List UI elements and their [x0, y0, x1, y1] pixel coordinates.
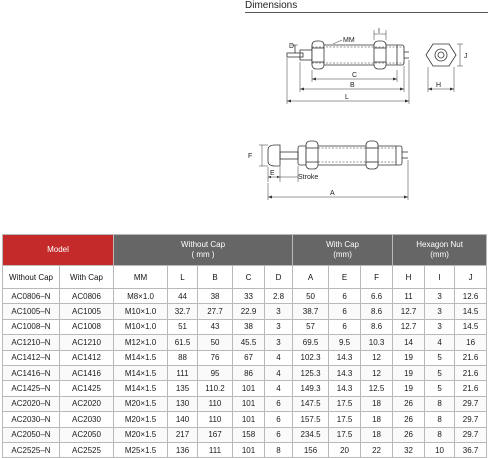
- table-cell: 38.7: [293, 304, 329, 319]
- table-row: [3, 365, 487, 380]
- table-cell: 6: [329, 289, 361, 304]
- table-cell: 18: [361, 396, 393, 411]
- label-e: E: [270, 170, 275, 177]
- table-cell: 234.5: [293, 427, 329, 442]
- table-cell: M10×1.0: [114, 304, 168, 319]
- table-cell: 125.3: [293, 365, 329, 380]
- without-cap-group-header: Without Cap ( mm ): [114, 235, 293, 266]
- table-cell: AC1005–N: [3, 304, 60, 319]
- column-header: H: [393, 266, 425, 289]
- cap: [268, 145, 280, 166]
- hexagon-nut-group-header: Hexagon Nut (mm): [393, 235, 487, 266]
- table-cell: 5: [425, 350, 455, 365]
- label-j: J: [464, 53, 468, 60]
- table-cell: 29.7: [455, 412, 487, 427]
- table-cell: 12.5: [361, 381, 393, 396]
- table-cell: 11: [393, 289, 425, 304]
- table-cell: 67: [233, 350, 265, 365]
- table-cell: 50: [198, 335, 233, 350]
- table-cell: M8×1.0: [114, 289, 168, 304]
- table-cell: M20×1.5: [114, 427, 168, 442]
- column-header: F: [361, 266, 393, 289]
- table-cell: M20×1.5: [114, 412, 168, 427]
- table-cell: 4: [265, 381, 293, 396]
- table-cell: AC1210: [60, 335, 114, 350]
- table-cell: 8.6: [361, 304, 393, 319]
- table-cell: AC1005: [60, 304, 114, 319]
- table-row: [3, 350, 487, 365]
- table-row: [3, 335, 487, 350]
- table-cell: 44: [168, 289, 198, 304]
- table-cell: 3: [425, 289, 455, 304]
- table-row: [3, 396, 487, 411]
- table-cell: 6: [265, 427, 293, 442]
- table-cell: M12×1.0: [114, 335, 168, 350]
- table-cell: 140: [168, 412, 198, 427]
- table-cell: 101: [233, 396, 265, 411]
- table-cell: AC2020–N: [3, 396, 60, 411]
- rod-collar: [300, 50, 312, 60]
- table-cell: 17.5: [329, 412, 361, 427]
- table-cell: 21.6: [455, 381, 487, 396]
- table-cell: 156: [293, 442, 329, 457]
- table-cell: 157.5: [293, 412, 329, 427]
- table-cell: 45.5: [233, 335, 265, 350]
- absorber-body: [312, 45, 404, 65]
- table-row: [3, 381, 487, 396]
- table-cell: 8: [425, 396, 455, 411]
- table-cell: M10×1.0: [114, 319, 168, 334]
- table-cell: 6: [265, 412, 293, 427]
- table-cell: 95: [198, 365, 233, 380]
- table-cell: 8: [425, 427, 455, 442]
- table-cell: 29.7: [455, 396, 487, 411]
- table-cell: 130: [168, 396, 198, 411]
- table-cell: 16: [455, 335, 487, 350]
- table-cell: 158: [233, 427, 265, 442]
- table-cell: 26: [393, 396, 425, 411]
- table-cell: 19: [393, 381, 425, 396]
- table-cell: AC1008–N: [3, 319, 60, 334]
- table-cell: M20×1.5: [114, 396, 168, 411]
- table-cell: 102.3: [293, 350, 329, 365]
- table-row: [3, 319, 487, 334]
- column-header: J: [455, 266, 487, 289]
- table-cell: 21.6: [455, 365, 487, 380]
- table-cell: 36.7: [455, 442, 487, 457]
- table-cell: 14.3: [329, 350, 361, 365]
- column-header: MM: [114, 266, 168, 289]
- table-cell: 57: [293, 319, 329, 334]
- table-cell: 18: [361, 412, 393, 427]
- table-cell: 21.6: [455, 350, 487, 365]
- table-cell: AC1425–N: [3, 381, 60, 396]
- table-cell: 4: [425, 335, 455, 350]
- column-header: Without Cap: [3, 266, 60, 289]
- table-cell: 14: [393, 335, 425, 350]
- table-cell: 50: [293, 289, 329, 304]
- table-cell: AC2525: [60, 442, 114, 457]
- specification-rows: [3, 289, 487, 458]
- table-cell: 101: [233, 412, 265, 427]
- table-cell: M25×1.5: [114, 442, 168, 457]
- table-cell: AC1008: [60, 319, 114, 334]
- table-cell: 86: [233, 365, 265, 380]
- dimensions-title: Dimensions: [245, 0, 298, 11]
- table-cell: AC1416–N: [3, 365, 60, 380]
- with-cap-group-header: With Cap (mm): [293, 235, 393, 266]
- table-cell: 12: [361, 350, 393, 365]
- table-cell: 17.5: [329, 427, 361, 442]
- table-cell: AC1412–N: [3, 350, 60, 365]
- table-cell: 2.8: [265, 289, 293, 304]
- table-cell: 14.3: [329, 365, 361, 380]
- table-cell: 61.5: [168, 335, 198, 350]
- label-a: A: [330, 190, 335, 197]
- table-row: [3, 304, 487, 319]
- table-cell: M14×1.5: [114, 381, 168, 396]
- table-cell: 3: [265, 319, 293, 334]
- table-cell: 43: [198, 319, 233, 334]
- table-cell: 38: [233, 319, 265, 334]
- column-header: E: [329, 266, 361, 289]
- capped-rod: [280, 152, 298, 159]
- table-cell: 3: [425, 319, 455, 334]
- hex-nut-right: [374, 41, 386, 69]
- table-cell: 88: [168, 350, 198, 365]
- table-cell: 135: [168, 381, 198, 396]
- table-cell: 3: [425, 304, 455, 319]
- table-cell: AC1412: [60, 350, 114, 365]
- label-mm: MM: [343, 37, 355, 44]
- table-cell: 27.7: [198, 304, 233, 319]
- table-cell: 6: [329, 319, 361, 334]
- label-l: L: [345, 94, 349, 101]
- column-header: C: [233, 266, 265, 289]
- table-cell: 111: [168, 365, 198, 380]
- table-cell: 110: [198, 412, 233, 427]
- table-cell: AC1416: [60, 365, 114, 380]
- table-cell: 51: [168, 319, 198, 334]
- column-header: B: [198, 266, 233, 289]
- table-cell: AC0806: [60, 289, 114, 304]
- table-cell: 14.5: [455, 304, 487, 319]
- label-d: D: [289, 43, 295, 50]
- table-cell: 26: [393, 412, 425, 427]
- label-stroke: Stroke: [298, 174, 319, 181]
- table-cell: 110.2: [198, 381, 233, 396]
- specification-table: [2, 234, 487, 458]
- table-cell: AC1425: [60, 381, 114, 396]
- table-cell: AC2030: [60, 412, 114, 427]
- table-cell: 6: [329, 304, 361, 319]
- label-c: C: [352, 72, 358, 79]
- table-row: [3, 442, 487, 457]
- table-cell: 33: [233, 289, 265, 304]
- table-cell: 167: [198, 427, 233, 442]
- table-cell: 101: [233, 442, 265, 457]
- table-cell: 19: [393, 350, 425, 365]
- table-cell: AC0806–N: [3, 289, 60, 304]
- label-i: I: [378, 28, 380, 35]
- label-h: H: [436, 82, 442, 89]
- table-cell: AC2020: [60, 396, 114, 411]
- table-cell: 110: [198, 396, 233, 411]
- table-cell: AC2525–N: [3, 442, 60, 457]
- table-cell: 26: [393, 427, 425, 442]
- table-cell: 8.6: [361, 319, 393, 334]
- model-header: Model: [3, 235, 114, 266]
- table-row: [3, 289, 487, 304]
- table-cell: 14.3: [329, 381, 361, 396]
- table-cell: 8: [265, 442, 293, 457]
- table-cell: AC2050: [60, 427, 114, 442]
- table-cell: 9.5: [329, 335, 361, 350]
- table-cell: 22.9: [233, 304, 265, 319]
- column-header: L: [168, 266, 198, 289]
- table-cell: 12.7: [393, 304, 425, 319]
- column-header: With Cap: [60, 266, 114, 289]
- table-cell: 5: [425, 381, 455, 396]
- table-row: [3, 412, 487, 427]
- table-cell: 20: [329, 442, 361, 457]
- table-row: [3, 427, 487, 442]
- table-cell: 32.7: [168, 304, 198, 319]
- column-header: A: [293, 266, 329, 289]
- table-cell: 111: [198, 442, 233, 457]
- table-cell: M14×1.5: [114, 350, 168, 365]
- hex-nut-end-view: [426, 44, 456, 66]
- table-cell: 18: [361, 427, 393, 442]
- table-cell: 4: [265, 350, 293, 365]
- table-cell: 69.5: [293, 335, 329, 350]
- table-cell: 14.5: [455, 319, 487, 334]
- table-cell: 19: [393, 365, 425, 380]
- table-cell: M14×1.5: [114, 365, 168, 380]
- table-cell: 3: [265, 304, 293, 319]
- table-cell: 76: [198, 350, 233, 365]
- table-cell: 10.3: [361, 335, 393, 350]
- table-cell: 17.5: [329, 396, 361, 411]
- table-cell: 12.7: [393, 319, 425, 334]
- table-cell: 12.6: [455, 289, 487, 304]
- table-cell: 217: [168, 427, 198, 442]
- table-cell: 38: [198, 289, 233, 304]
- table-cell: 6.6: [361, 289, 393, 304]
- table-cell: 149.3: [293, 381, 329, 396]
- table-cell: 147.5: [293, 396, 329, 411]
- column-header: I: [425, 266, 455, 289]
- table-cell: 22: [361, 442, 393, 457]
- table-cell: 5: [425, 365, 455, 380]
- table-cell: 4: [265, 365, 293, 380]
- rod: [287, 53, 303, 57]
- column-header: D: [265, 266, 293, 289]
- table-cell: 32: [393, 442, 425, 457]
- table-cell: 136: [168, 442, 198, 457]
- table-cell: 3: [265, 335, 293, 350]
- table-cell: AC1210–N: [3, 335, 60, 350]
- table-cell: 6: [265, 396, 293, 411]
- table-cell: AC2030–N: [3, 412, 60, 427]
- table-cell: 101: [233, 381, 265, 396]
- table-cell: 29.7: [455, 427, 487, 442]
- label-b: B: [350, 82, 355, 89]
- table-cell: 10: [425, 442, 455, 457]
- table-cell: 12: [361, 365, 393, 380]
- table-cell: 8: [425, 412, 455, 427]
- table-cell: AC2050–N: [3, 427, 60, 442]
- hex-nut-left: [312, 41, 324, 69]
- label-f: F: [248, 153, 253, 160]
